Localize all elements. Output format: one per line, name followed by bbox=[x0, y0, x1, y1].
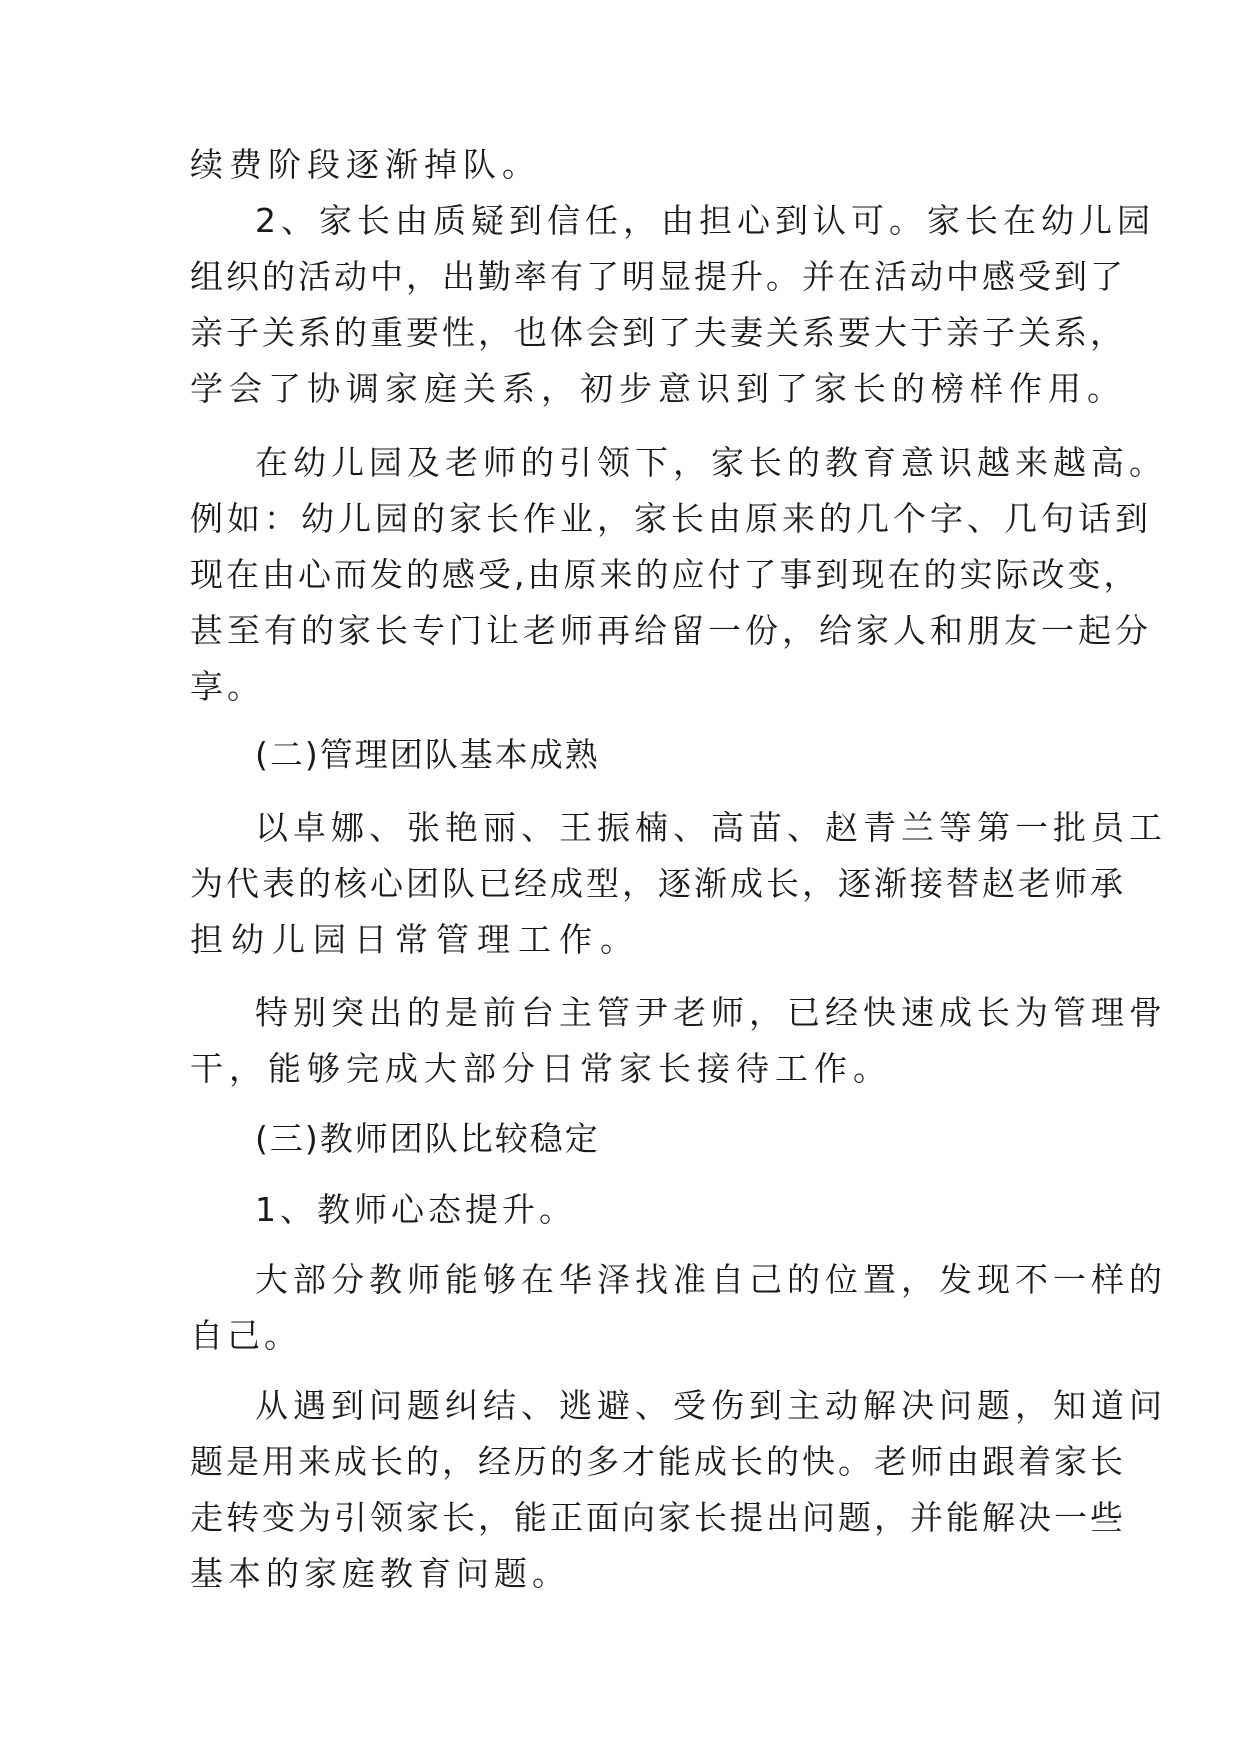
section-heading: (三)教师团队比较稳定 bbox=[255, 1119, 600, 1158]
section-heading: (二)管理团队基本成熟 bbox=[255, 735, 600, 774]
paragraph-line: 亲子关系的重要性，也体会到了夫妻关系要大于亲子关系， bbox=[190, 313, 1126, 352]
paragraph-line: 享。 bbox=[190, 667, 264, 706]
paragraph-line: 学会了协调家庭关系，初步意识到了家长的榜样作用。 bbox=[190, 369, 1126, 408]
paragraph-line: 干，能够完成大部分日常家长接待工作。 bbox=[190, 1049, 892, 1088]
paragraph-line: 现在由心而发的感受,由原来的应付了事到现在的实际改变， bbox=[190, 555, 1140, 594]
paragraph-line: 大部分教师能够在华泽找准自己的位置，发现不一样的 bbox=[255, 1260, 1167, 1299]
paragraph-line: 组织的活动中，出勤率有了明显提升。并在活动中感受到了 bbox=[190, 257, 1126, 296]
paragraph-line: 从遇到问题纠结、逃避、受伤到主动解决问题，知道问 bbox=[255, 1386, 1167, 1425]
paragraph-line: 题是用来成长的，经历的多才能成长的快。老师由跟着家长 bbox=[190, 1442, 1126, 1481]
paragraph-line: 走转变为引领家长，能正面向家长提出问题，并能解决一些 bbox=[190, 1498, 1126, 1537]
paragraph-line: 1、教师心态提升。 bbox=[255, 1190, 576, 1229]
paragraph-line: 2、家长由质疑到信任，由担心到认可。家长在幼儿园 bbox=[255, 201, 1155, 240]
paragraph-line: 自己。 bbox=[190, 1316, 301, 1355]
paragraph-line: 甚至有的家长专门让老师再给留一份，给家人和朋友一起分 bbox=[190, 611, 1152, 650]
paragraph-line: 担幼儿园日常管理工作。 bbox=[190, 920, 641, 959]
paragraph-line: 基本的家庭教育问题。 bbox=[190, 1554, 570, 1593]
paragraph-line: 在幼儿园及老师的引领下，家长的教育意识越来越高。 bbox=[255, 443, 1167, 482]
paragraph-line: 特别突出的是前台主管尹老师，已经快速成长为管理骨 bbox=[255, 993, 1167, 1032]
paragraph-line: 例如：幼儿园的家长作业，家长由原来的几个字、几句话到 bbox=[190, 499, 1152, 538]
paragraph-line: 为代表的核心团队已经成型，逐渐成长，逐渐接替赵老师承 bbox=[190, 864, 1126, 903]
paragraph-line: 续费阶段逐渐掉队。 bbox=[190, 145, 541, 184]
paragraph-line: 以卓娜、张艳丽、王振楠、高苗、赵青兰等第一批员工 bbox=[255, 808, 1167, 847]
